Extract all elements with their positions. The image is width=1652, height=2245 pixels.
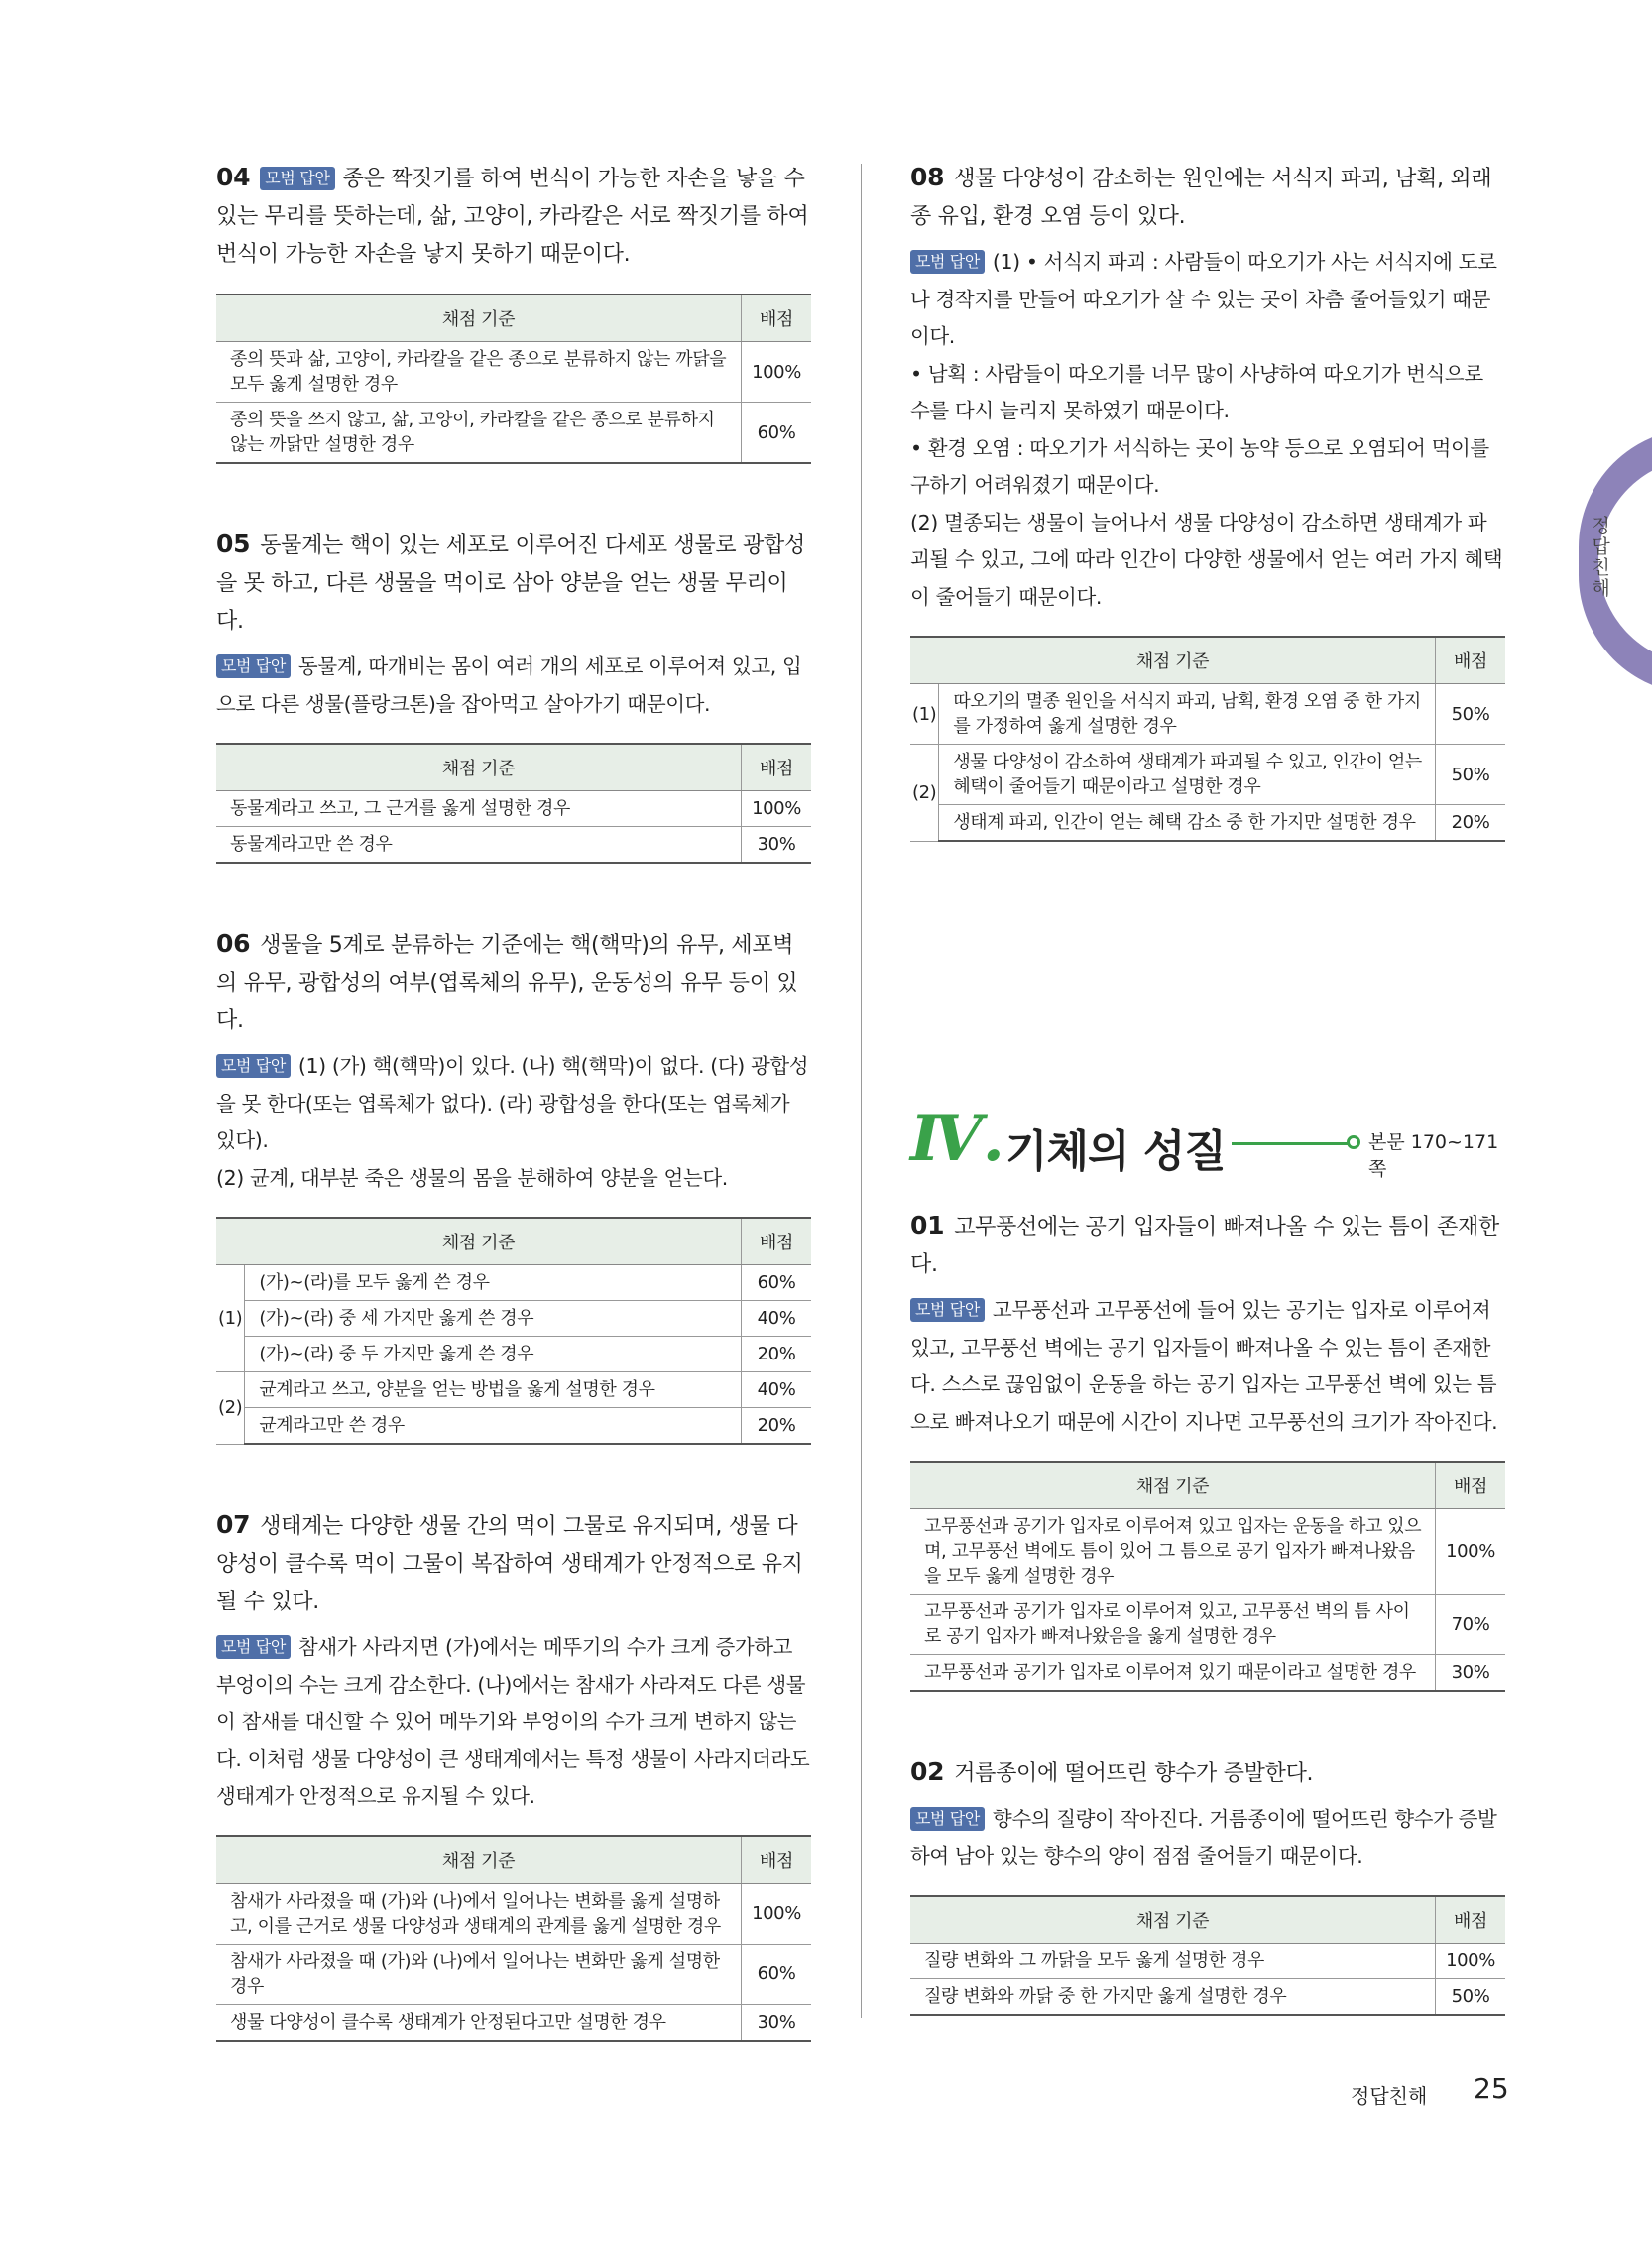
table-row — [216, 403, 811, 464]
col-header-score: 배점 — [1436, 637, 1506, 684]
table-row — [216, 2004, 811, 2041]
grading-table-05 — [216, 743, 811, 864]
col-header-criteria: 채점 기준 — [216, 1218, 742, 1265]
question-05-text — [216, 526, 811, 641]
criteria-cell: 종의 뜻과 삶, 고양이, 카라칼을 같은 종으로 분류하지 않는 까닭을 모두 옳게 설명한 경우 — [216, 342, 742, 403]
question-number: 04 — [216, 163, 251, 191]
question-number: 08 — [910, 163, 945, 191]
answer-text-2: • 남획 : 사람들이 따오기를 너무 많이 사냥하여 따오기가 번식으로 수를 다시 늘리지 못하였기 때문이다. — [910, 361, 1483, 422]
answer-text-1: (1) • 서식지 파괴 : 사람들이 따오기가 사는 서식지에 도로나 경작지를 만들어 따오기가 살 수 있는 곳이 차츰 줄어들었기 때문이다. — [910, 250, 1497, 348]
score-cell: 30% — [742, 2004, 812, 2041]
question-number: 06 — [216, 929, 251, 958]
criteria-cell: 질량 변화와 그 까닭을 모두 옳게 설명한 경우 — [910, 1944, 1436, 1979]
score-cell: 60% — [742, 1265, 812, 1301]
criteria-cell: 따오기의 멸종 원인을 서식지 파괴, 남획, 환경 오염 중 한 가지를 가정하여 옳게 설명한 경우 — [939, 684, 1436, 745]
unit-page-reference: 본문 170~171쪽 — [1368, 1131, 1499, 1180]
answer-text-3: • 환경 오염 : 따오기가 서식하는 곳이 농약 등으로 오염되어 먹이를 구하기 어려워졌기 때문이다. — [910, 435, 1489, 497]
criteria-cell: 균계라고 쓰고, 양분을 얻는 방법을 옳게 설명한 경우 — [245, 1372, 742, 1408]
question-07 — [216, 1506, 811, 2042]
col-header-criteria: 채점 기준 — [910, 1462, 1436, 1509]
score-cell: 40% — [742, 1372, 812, 1408]
criteria-cell: 생물 다양성이 감소하여 생태계가 파괴될 수 있고, 인간이 얻는 혜택이 줄어들기 때문이라고 설명한 경우 — [939, 745, 1436, 805]
score-cell: 60% — [742, 403, 812, 464]
question-text: 거름종이에 떨어뜨린 향수가 증발한다. — [954, 1761, 1314, 1786]
answer-07 — [216, 1629, 811, 1816]
question-06 — [216, 925, 811, 1445]
unit-title: 기체의 성질 — [1005, 1126, 1226, 1177]
question-text: 생태계는 다양한 생물 간의 먹이 그물로 유지되며, 생물 다양성이 클수록 먹이 그물이 복잡하여 생태계가 안정적으로 유지될 수 있다. — [216, 1514, 803, 1614]
unit-question-02 — [910, 1753, 1505, 2016]
question-text: 동물계는 핵이 있는 세포로 이루어진 다세포 생물로 광합성을 못 하고, 다른 생물을 먹이로 삼아 양분을 얻는 생물 무리이다. — [216, 533, 805, 634]
grading-table-08 — [910, 636, 1505, 842]
score-cell: 20% — [742, 1337, 812, 1372]
unit-connector-line — [1232, 1142, 1351, 1145]
question-08 — [910, 159, 1505, 842]
table-row — [216, 1883, 811, 1944]
criteria-cell: 고무풍선과 공기가 입자로 이루어져 있고 입자는 운동을 하고 있으며, 고무풍선 벽에도 틈이 있어 그 틈으로 공기 입자가 빠져나왔음을 모두 옳게 설명한 경우 — [910, 1509, 1436, 1595]
col-header-score: 배점 — [742, 1218, 812, 1265]
criteria-cell: (가)~(라) 중 세 가지만 옳게 쓴 경우 — [245, 1301, 742, 1337]
score-cell: 20% — [1436, 805, 1506, 842]
question-06-text — [216, 925, 811, 1040]
table-row — [910, 1944, 1505, 1979]
col-header-score: 배점 — [742, 1836, 812, 1884]
col-header-score: 배점 — [742, 295, 812, 342]
criteria-cell: 참새가 사라졌을 때 (가)와 (나)에서 일어나는 변화를 옳게 설명하고, 이를 근거로 생물 다양성과 생태계의 관계를 옳게 설명한 경우 — [216, 1883, 742, 1944]
unit-question-01-text — [910, 1207, 1505, 1284]
criteria-cell: 동물계라고만 쓴 경우 — [216, 827, 742, 864]
table-row — [910, 805, 1505, 842]
table-row — [216, 1372, 811, 1408]
table-row — [216, 1301, 811, 1337]
score-cell: 100% — [1436, 1944, 1506, 1979]
score-cell: 100% — [1436, 1509, 1506, 1595]
table-row — [910, 1595, 1505, 1655]
grading-table-07 — [216, 1835, 811, 2042]
model-answer-tag: 모범 답안 — [216, 1635, 291, 1659]
score-cell: 100% — [742, 1883, 812, 1944]
question-number: 05 — [216, 530, 251, 558]
score-cell: 30% — [742, 827, 812, 864]
sub-question-cell: (2) — [910, 745, 939, 842]
criteria-cell: 생태계 파괴, 인간이 얻는 혜택 감소 중 한 가지만 설명한 경우 — [939, 805, 1436, 842]
col-header-criteria: 채점 기준 — [216, 295, 742, 342]
criteria-cell: 질량 변화와 까닭 중 한 가지만 옳게 설명한 경우 — [910, 1979, 1436, 2016]
score-cell: 20% — [742, 1408, 812, 1445]
grading-table-u02 — [910, 1895, 1505, 2016]
criteria-cell: 고무풍선과 공기가 입자로 이루어져 있고, 고무풍선 벽의 틈 사이로 공기 입자가 빠져나왔음을 옳게 설명한 경우 — [910, 1595, 1436, 1655]
col-header-score: 배점 — [742, 744, 812, 791]
answer-08 — [910, 244, 1505, 616]
answer-text: 참새가 사라지면 (가)에서는 메뚜기의 수가 크게 증가하고 부엉이의 수는 크게 감소한다. (나)에서는 참새가 사라져도 다른 생물이 참새를 대신할 수 있어 메뚜기와 부엉이의 수가 크게 변하지 않는다. 이처럼 생물 다양성이 큰 생태계에서는 특정 생물이 사라지더라도 생태계가 안정적으로 유지될 수 있다. — [216, 1635, 810, 1808]
score-cell: 60% — [742, 1944, 812, 2004]
table-row — [910, 1979, 1505, 2016]
sub-question-cell: (1) — [910, 684, 939, 745]
score-cell: 50% — [1436, 684, 1506, 745]
unit-answer-01 — [910, 1292, 1505, 1441]
criteria-cell: 동물계라고 쓰고, 그 근거를 옳게 설명한 경우 — [216, 791, 742, 827]
answer-text-1: (1) (가) 핵(핵막)이 있다. (나) 핵(핵막)이 없다. (다) 광합성을 못 한다(또는 엽록체가 없다). (라) 광합성을 한다(또는 엽록체가 있다). — [216, 1054, 809, 1152]
criteria-cell: 종의 뜻을 쓰지 않고, 삶, 고양이, 카라칼을 같은 종으로 분류하지 않는 까닭만 설명한 경우 — [216, 403, 742, 464]
right-column — [910, 159, 1505, 2016]
answer-text-2: (2) 균계, 대부분 죽은 생물의 몸을 분해하여 양분을 얻는다. — [216, 1165, 728, 1190]
col-header-score: 배점 — [1436, 1896, 1506, 1944]
question-number: 07 — [216, 1510, 251, 1539]
question-number: 01 — [910, 1211, 945, 1240]
table-row — [216, 1337, 811, 1372]
model-answer-tag: 모범 답안 — [910, 1807, 985, 1831]
left-column — [216, 159, 811, 2103]
unit-question-02-text — [910, 1753, 1505, 1793]
question-07-text — [216, 1506, 811, 1621]
sub-question-cell: (2) — [216, 1372, 245, 1445]
score-cell: 50% — [1436, 1979, 1506, 2016]
unit-number: Ⅳ. — [910, 1102, 1004, 1176]
criteria-cell: (가)~(라)를 모두 옳게 쓴 경우 — [245, 1265, 742, 1301]
grading-table-04 — [216, 294, 811, 464]
question-08-text — [910, 159, 1505, 236]
table-row — [216, 791, 811, 827]
model-answer-tag: 모범 답안 — [260, 167, 334, 190]
unit-question-01 — [910, 1207, 1505, 1692]
answer-text-4: (2) 멸종되는 생물이 늘어나서 생물 다양성이 감소하면 생태계가 파괴될 수 있고, 그에 따라 인간이 다양한 생물에서 얻는 여러 가지 혜택이 줄어들기 때문이다. — [910, 510, 1503, 609]
question-text: 생물을 5계로 분류하는 기준에는 핵(핵막)의 유무, 세포벽의 유무, 광합성의 여부(엽록체의 유무), 운동성의 유무 등이 있다. — [216, 933, 798, 1033]
question-text: 생물 다양성이 감소하는 원인에는 서식지 파괴, 남획, 외래종 유입, 환경 오염 등이 있다. — [910, 167, 1492, 229]
col-header-score: 배점 — [1436, 1462, 1506, 1509]
grading-table-06 — [216, 1217, 811, 1445]
col-header-criteria: 채점 기준 — [216, 744, 742, 791]
answer-text: 종은 짝짓기를 하여 번식이 가능한 자손을 낳을 수 있는 무리를 뜻하는데, 삶, 고양이, 카라칼은 서로 짝짓기를 하여 번식이 가능한 자손을 낳지 못하기 때문이다. — [216, 167, 809, 267]
table-row — [910, 745, 1505, 805]
table-row — [910, 1509, 1505, 1595]
answer-06 — [216, 1048, 811, 1197]
table-row — [216, 342, 811, 403]
col-header-criteria: 채점 기준 — [216, 1836, 742, 1884]
criteria-cell: 고무풍선과 공기가 입자로 이루어져 있기 때문이라고 설명한 경우 — [910, 1655, 1436, 1692]
side-tab-label: 정답친해 — [1589, 516, 1610, 599]
score-cell: 40% — [742, 1301, 812, 1337]
question-05 — [216, 526, 811, 864]
table-row — [216, 1944, 811, 2004]
score-cell: 30% — [1436, 1655, 1506, 1692]
table-row — [910, 1655, 1505, 1692]
model-answer-tag: 모범 답안 — [910, 1298, 985, 1322]
score-cell: 100% — [742, 791, 812, 827]
table-row — [216, 1265, 811, 1301]
footer-label: 정답친해 — [1351, 2084, 1428, 2108]
answer-05 — [216, 649, 811, 723]
question-text: 고무풍선에는 공기 입자들이 빠져나올 수 있는 틈이 존재한다. — [910, 1215, 1499, 1277]
col-header-criteria: 채점 기준 — [910, 1896, 1436, 1944]
table-row — [216, 1408, 811, 1445]
criteria-cell: 참새가 사라졌을 때 (가)와 (나)에서 일어나는 변화만 옳게 설명한 경우 — [216, 1944, 742, 2004]
table-row — [216, 827, 811, 864]
score-cell: 100% — [742, 342, 812, 403]
unit-header — [910, 1102, 1505, 1187]
question-04 — [216, 159, 811, 464]
answer-text: 향수의 질량이 작아진다. 거름종이에 떨어뜨린 향수가 증발하여 남아 있는 향수의 양이 점점 줄어들기 때문이다. — [910, 1807, 1497, 1868]
column-divider — [861, 164, 862, 2018]
criteria-cell: (가)~(라) 중 두 가지만 옳게 쓴 경우 — [245, 1337, 742, 1372]
table-row — [910, 684, 1505, 745]
score-cell: 70% — [1436, 1595, 1506, 1655]
page-number: 25 — [1474, 2072, 1509, 2105]
col-header-criteria: 채점 기준 — [910, 637, 1436, 684]
model-answer-tag: 모범 답안 — [910, 250, 985, 274]
criteria-cell: 균계라고만 쓴 경우 — [245, 1408, 742, 1445]
question-number: 02 — [910, 1757, 945, 1786]
answer-text: 동물계, 따개비는 몸이 여러 개의 세포로 이루어져 있고, 입으로 다른 생물(플랑크톤)을 잡아먹고 살아가기 때문이다. — [216, 654, 802, 716]
grading-table-u01 — [910, 1461, 1505, 1692]
model-answer-tag: 모범 답안 — [216, 1054, 291, 1078]
score-cell: 50% — [1436, 745, 1506, 805]
unit-answer-02 — [910, 1801, 1505, 1875]
answer-text: 고무풍선과 고무풍선에 들어 있는 공기는 입자로 이루어져 있고, 고무풍선 벽에는 공기 입자들이 빠져나올 수 있는 틈이 존재한다. 스스로 끊임없이 운동을 하는 공기 입자는 고무풍선 벽에 있는 틈으로 빠져나오기 때문에 시간이 지나면 고무풍선의 크기가 작아진다. — [910, 1298, 1498, 1434]
model-answer-tag: 모범 답안 — [216, 654, 291, 678]
criteria-cell: 생물 다양성이 클수록 생태계가 안정된다고만 설명한 경우 — [216, 2004, 742, 2041]
sub-question-cell: (1) — [216, 1265, 245, 1372]
unit-connector-dot-icon — [1347, 1135, 1360, 1149]
question-04-text — [216, 159, 811, 274]
